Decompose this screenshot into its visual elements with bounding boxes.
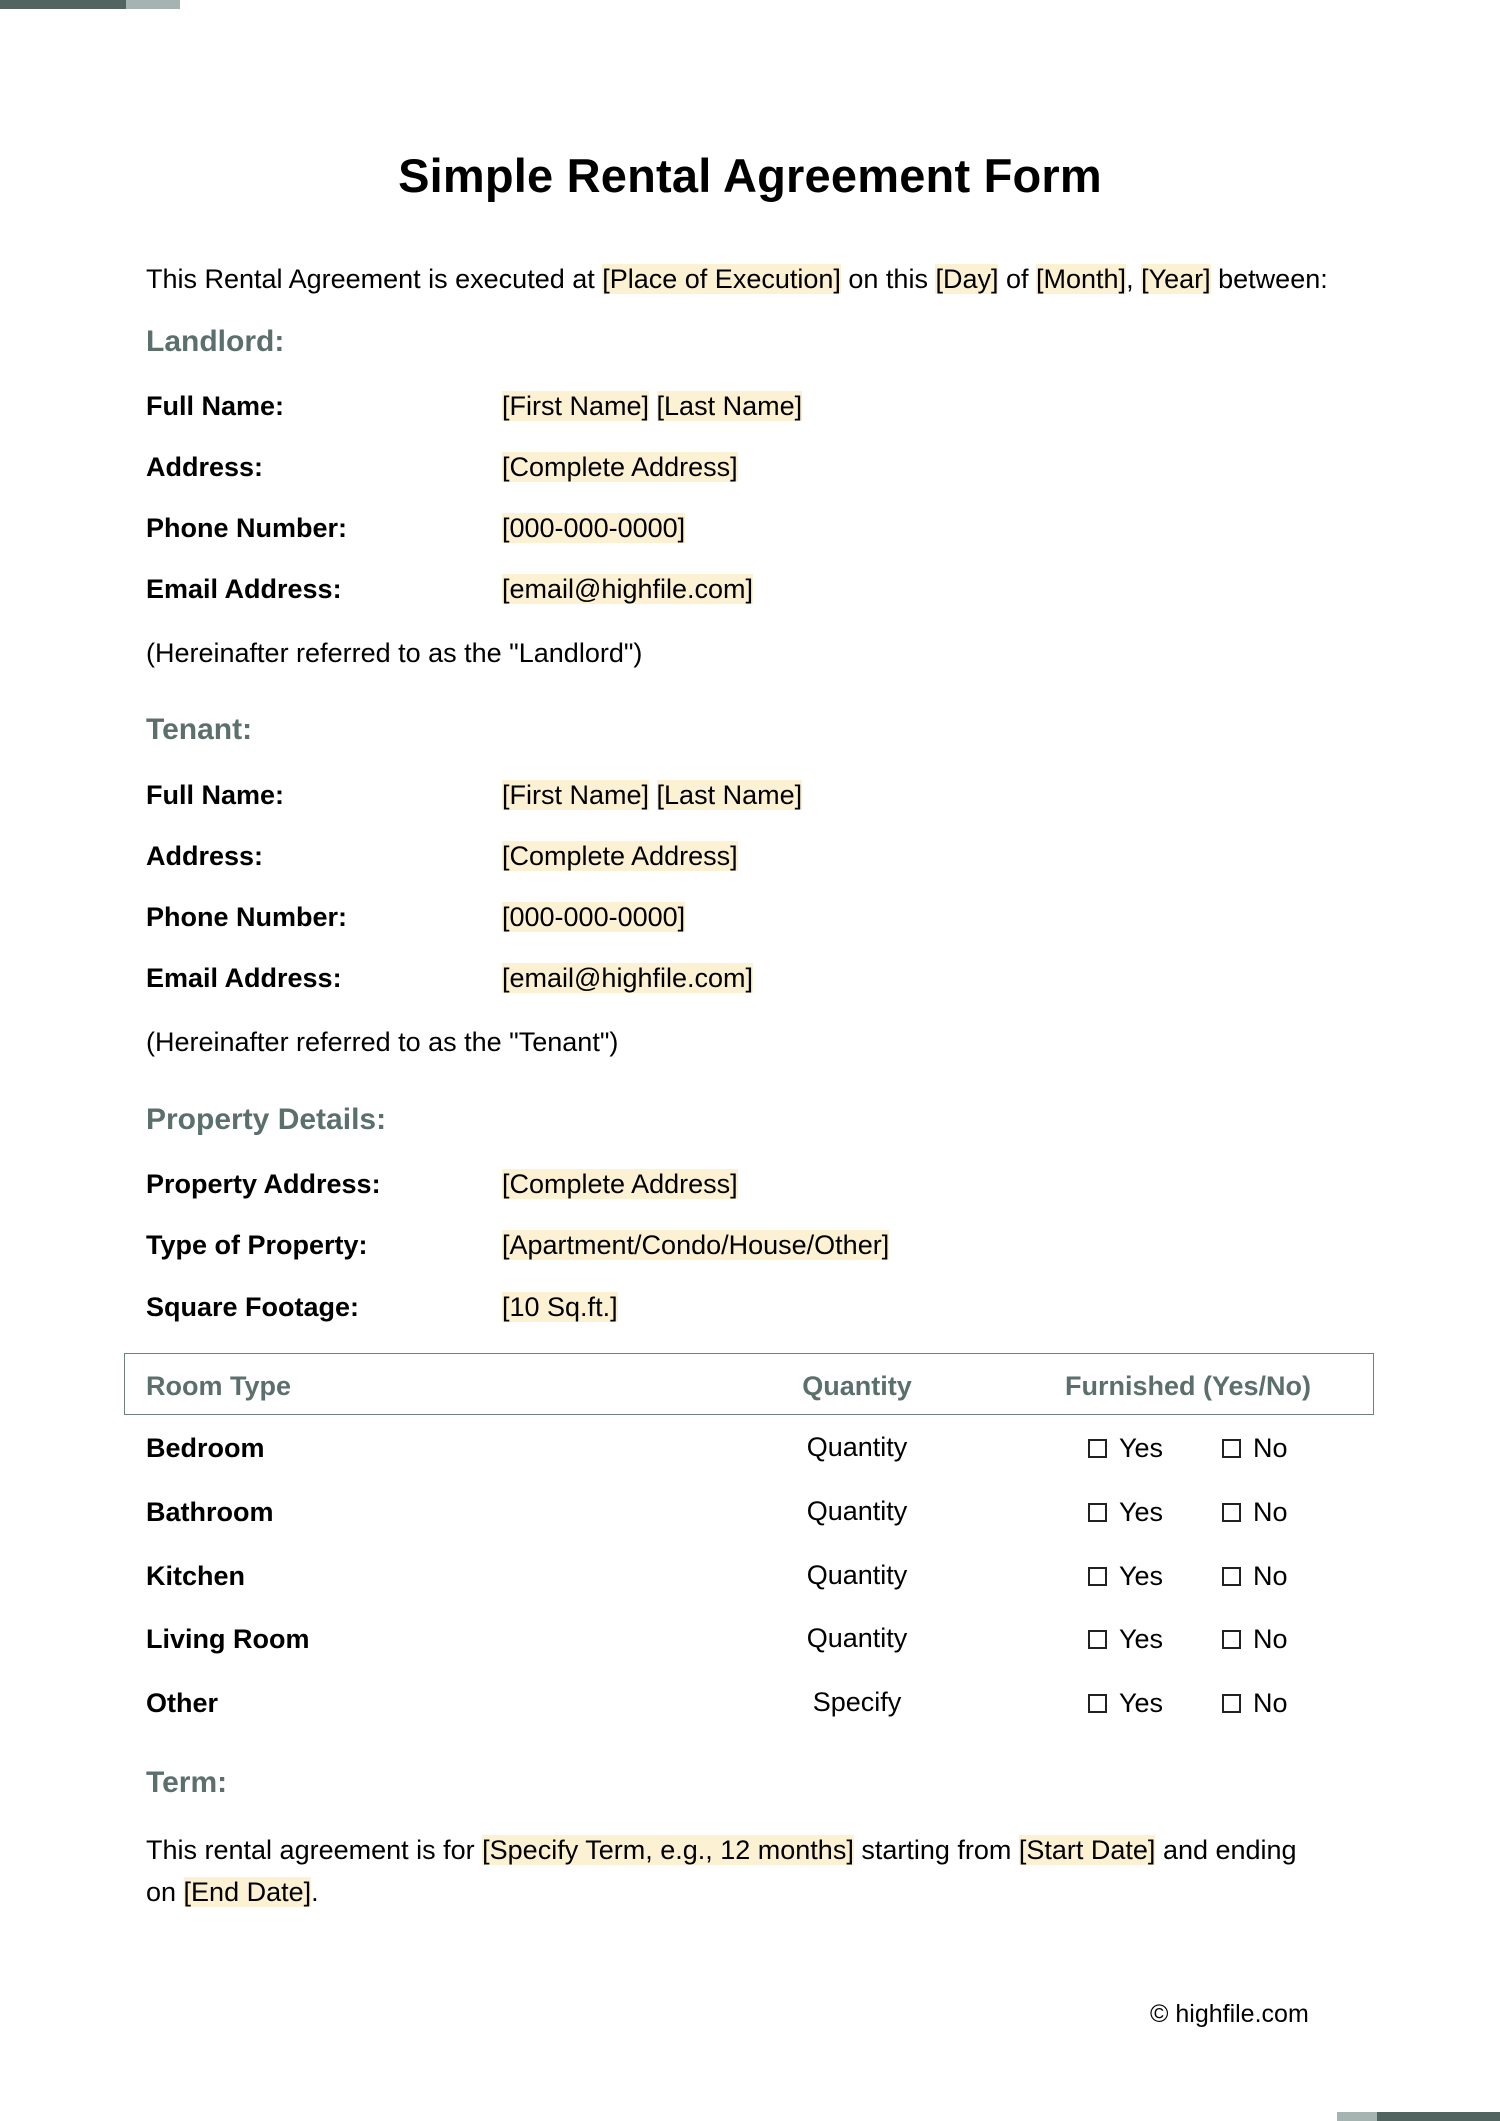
tenant-address-label: Address:	[146, 841, 264, 871]
tenant-first-name-field[interactable]: [First Name]	[502, 780, 650, 810]
tenant-note: (Hereinafter referred to as the "Tenant")	[146, 1027, 619, 1057]
corner-decoration-bottom-light	[1337, 2112, 1377, 2121]
tenant-email-value	[502, 963, 753, 994]
corner-decoration-top-dark	[0, 0, 126, 9]
landlord-phone-label: Phone Number:	[146, 513, 348, 543]
furnished-no-bathroom[interactable]: No	[1222, 1497, 1288, 1528]
tenant-email-field[interactable]: [email@highfile.com]	[502, 963, 754, 993]
room-quantity-bedroom[interactable]: Quantity	[806, 1432, 908, 1462]
checkbox-icon[interactable]	[1088, 1694, 1107, 1713]
tenant-last-name-field[interactable]: [Last Name]	[656, 780, 803, 810]
tenant-email-label: Email Address:	[146, 963, 342, 993]
checkbox-icon[interactable]	[1088, 1439, 1107, 1458]
property-type-field[interactable]: [Apartment/Condo/House/Other]	[502, 1230, 890, 1260]
year-field[interactable]: [Year]	[1141, 264, 1211, 294]
property-type-label: Type of Property:	[146, 1230, 368, 1260]
term-heading: Term:	[146, 1766, 228, 1799]
furnished-yes-other[interactable]: Yes	[1088, 1688, 1163, 1719]
square-footage-field[interactable]: [10 Sq.ft.]	[502, 1292, 618, 1322]
landlord-email-label: Email Address:	[146, 574, 342, 604]
landlord-phone-field[interactable]: [000-000-0000]	[502, 513, 686, 543]
room-quantity-living-room[interactable]: Quantity	[806, 1623, 908, 1653]
property-address-field[interactable]: [Complete Address]	[502, 1169, 738, 1199]
corner-decoration-top-light	[126, 0, 180, 9]
square-footage-label: Square Footage:	[146, 1292, 360, 1322]
place-of-execution-field[interactable]: [Place of Execution]	[602, 264, 841, 294]
tenant-address-value	[502, 841, 738, 872]
month-field[interactable]: [Month]	[1036, 264, 1127, 294]
landlord-address-field[interactable]: [Complete Address]	[502, 452, 738, 482]
property-address-value	[502, 1169, 738, 1200]
checkbox-icon[interactable]	[1088, 1567, 1107, 1586]
furnished-no-other[interactable]: No	[1222, 1688, 1288, 1719]
landlord-full-name-value	[502, 391, 802, 422]
tenant-phone-value	[502, 902, 685, 933]
day-field[interactable]: [Day]	[935, 264, 999, 294]
page-title: Simple Rental Agreement Form	[398, 149, 1102, 202]
landlord-address-value	[502, 452, 738, 483]
room-type-column-header: Room Type	[146, 1371, 292, 1401]
landlord-heading: Landlord:	[146, 325, 285, 358]
landlord-address-label: Address:	[146, 452, 264, 482]
tenant-full-name-value	[502, 780, 802, 811]
square-footage-value	[502, 1292, 618, 1323]
furnished-no-living-room[interactable]: No	[1222, 1624, 1288, 1655]
checkbox-icon[interactable]	[1088, 1503, 1107, 1522]
room-type-bedroom: Bedroom	[146, 1433, 265, 1463]
furnished-column-header: Furnished (Yes/No)	[1064, 1371, 1312, 1401]
intro-paragraph: This Rental Agreement is executed at [Place of Execution] on this [Day] of [Month], [Year] between:	[146, 264, 1328, 294]
tenant-phone-label: Phone Number:	[146, 902, 348, 932]
furnished-yes-kitchen[interactable]: Yes	[1088, 1561, 1163, 1592]
checkbox-icon[interactable]	[1222, 1567, 1241, 1586]
furnished-yes-bedroom[interactable]: Yes	[1088, 1433, 1163, 1464]
property-type-value	[502, 1230, 889, 1261]
start-date-field[interactable]: [Start Date]	[1018, 1835, 1156, 1865]
corner-decoration-bottom-dark	[1377, 2112, 1500, 2121]
term-paragraph: This rental agreement is for [Specify Term, e.g., 12 months] starting from [Start Date] and ending on [End Date].	[146, 1835, 1297, 1907]
property-address-label: Property Address:	[146, 1169, 381, 1199]
quantity-column-header: Quantity	[802, 1371, 912, 1401]
landlord-full-name-label: Full Name:	[146, 391, 285, 421]
checkbox-icon[interactable]	[1222, 1439, 1241, 1458]
furnished-yes-living-room[interactable]: Yes	[1088, 1624, 1163, 1655]
property-details-heading: Property Details:	[146, 1103, 387, 1136]
copyright-footer: © highfile.com	[1150, 2000, 1309, 2028]
tenant-full-name-label: Full Name:	[146, 780, 285, 810]
furnished-yes-bathroom[interactable]: Yes	[1088, 1497, 1163, 1528]
landlord-phone-value	[502, 513, 685, 544]
term-length-field[interactable]: [Specify Term, e.g., 12 months]	[482, 1835, 854, 1865]
end-date-field[interactable]: [End Date]	[183, 1877, 312, 1907]
room-type-living-room: Living Room	[146, 1624, 310, 1654]
checkbox-icon[interactable]	[1222, 1694, 1241, 1713]
tenant-address-field[interactable]: [Complete Address]	[502, 841, 738, 871]
checkbox-icon[interactable]	[1088, 1630, 1107, 1649]
tenant-phone-field[interactable]: [000-000-0000]	[502, 902, 686, 932]
landlord-note: (Hereinafter referred to as the "Landlord")	[146, 638, 643, 668]
landlord-email-value	[502, 574, 753, 605]
room-quantity-kitchen[interactable]: Quantity	[806, 1560, 908, 1590]
room-type-bathroom: Bathroom	[146, 1497, 274, 1527]
landlord-last-name-field[interactable]: [Last Name]	[656, 391, 803, 421]
room-quantity-other[interactable]: Specify	[812, 1687, 902, 1717]
room-type-kitchen: Kitchen	[146, 1561, 246, 1591]
checkbox-icon[interactable]	[1222, 1630, 1241, 1649]
room-quantity-bathroom[interactable]: Quantity	[806, 1496, 908, 1526]
furnished-no-kitchen[interactable]: No	[1222, 1561, 1288, 1592]
checkbox-icon[interactable]	[1222, 1503, 1241, 1522]
landlord-first-name-field[interactable]: [First Name]	[502, 391, 650, 421]
room-type-other: Other	[146, 1688, 219, 1718]
furnished-no-bedroom[interactable]: No	[1222, 1433, 1288, 1464]
landlord-email-field[interactable]: [email@highfile.com]	[502, 574, 754, 604]
tenant-heading: Tenant:	[146, 713, 253, 746]
